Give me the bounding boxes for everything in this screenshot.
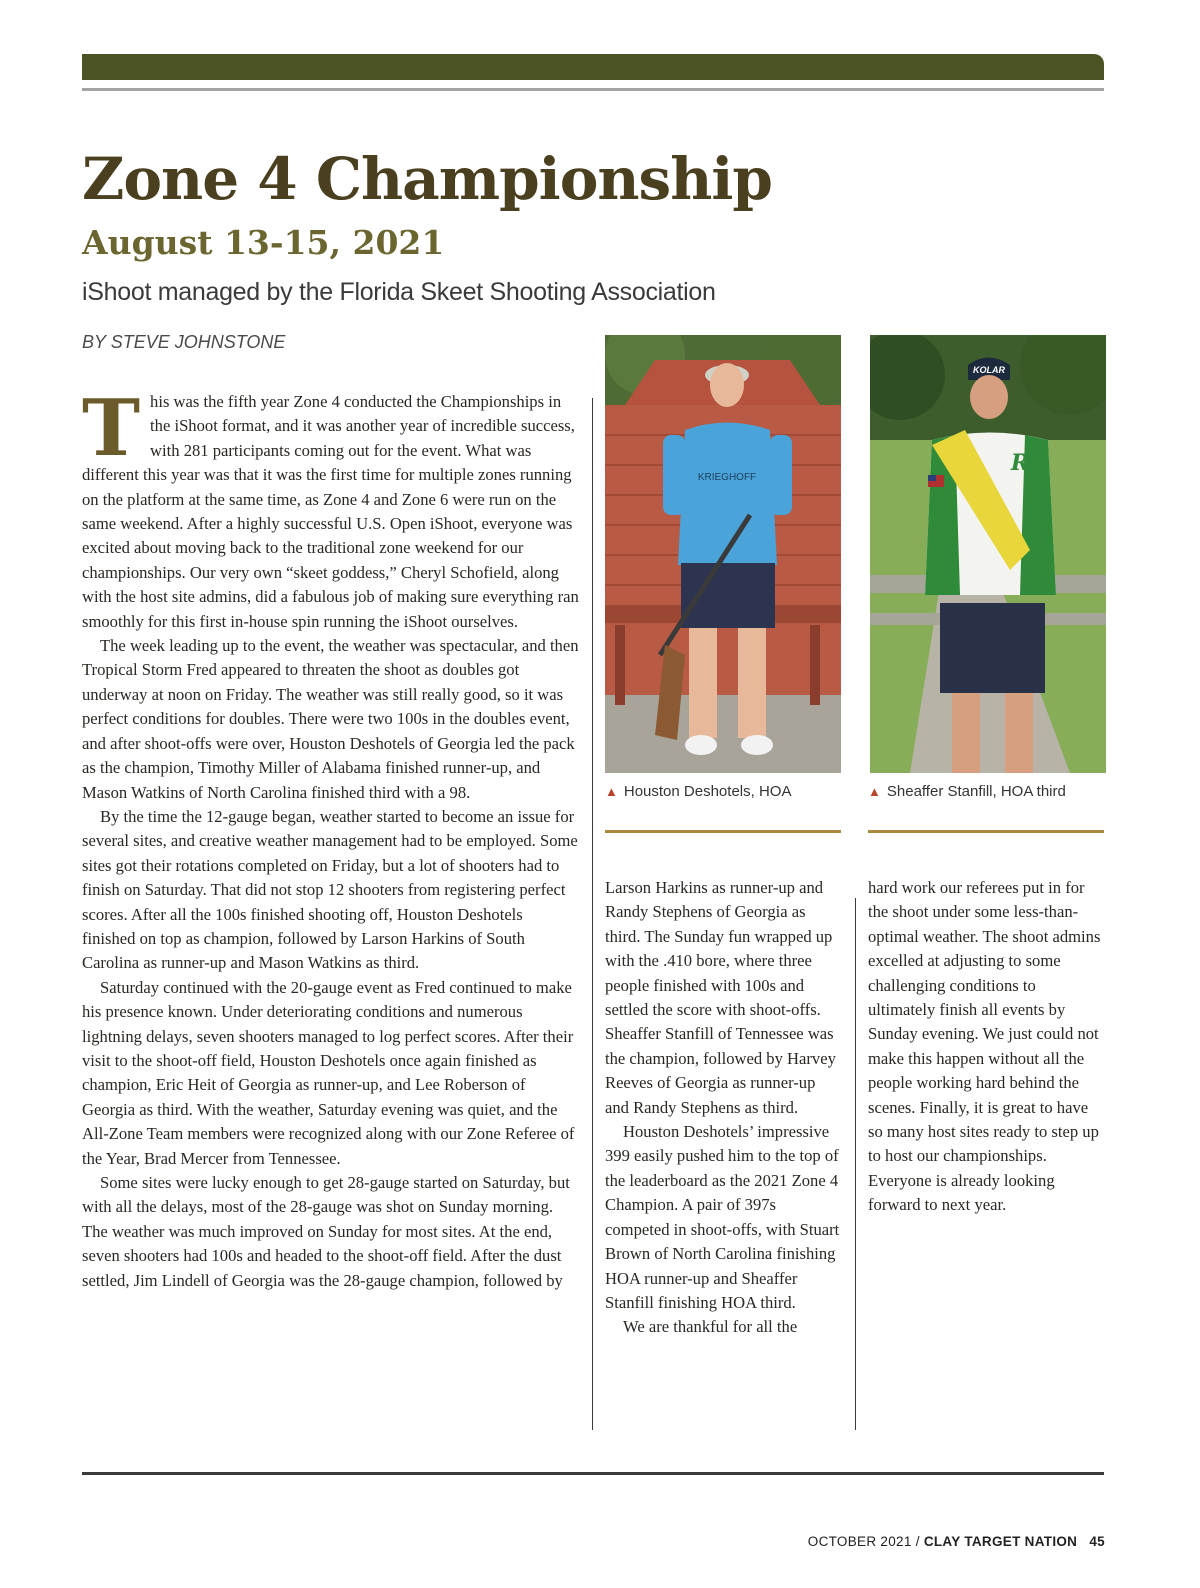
column-divider — [592, 398, 593, 1430]
caption-rule — [605, 830, 841, 833]
top-divider — [82, 88, 1104, 91]
svg-text:KOLAR: KOLAR — [973, 365, 1005, 375]
paragraph: Some sites were lucky enough to get 28-gauge started on Saturday, but with all the delays, most of the 28-gauge was shot on Sunday morning. The weather was much improved on Sunday for most sites. At the end, seven shooters had 100s and headed to the shoot-off field. After the dust settled, Jim Lindell of Georgia was the 28-gauge champion, followed by — [82, 1173, 570, 1290]
photo-houston-deshotels — [605, 335, 841, 773]
paragraph: We are thankful for all the — [623, 1317, 798, 1337]
issue-date: OCTOBER 2021 / — [807, 1534, 924, 1549]
article-column-1 — [82, 383, 579, 1293]
photo-caption: ▲ Houston Deshotels, HOA — [605, 783, 792, 800]
photo-illustration — [870, 335, 1106, 773]
paragraph: Saturday continued with the 20-gauge event as Fred continued to make his presence known. Under deteriorating conditions and numerous lightning delays, seven shooters managed to log perfect scores. After their visit to the shoot-off field, Houston Deshotels once again finished as champion, Eric Heit of Georgia as runner-up, and Lee Roberson of Georgia as third. With the weather, Saturday evening was quiet, and the All-Zone Team members were recognized along with our Zone Referee of the Year, Brad Mercer from Tennessee. — [82, 977, 575, 1168]
svg-text:R: R — [1010, 450, 1030, 476]
page-number: 45 — [1089, 1534, 1105, 1549]
photo-illustration — [605, 335, 841, 773]
caption-rule — [868, 830, 1104, 833]
column-divider — [855, 898, 856, 1430]
photo-sheaffer-stanfill — [870, 335, 1106, 773]
triangle-icon: ▲ — [868, 784, 881, 799]
article-title: Zone 4 Championship — [82, 145, 772, 213]
paragraph: Larson Harkins as runner-up and Randy Stephens of Georgia as third. The Sunday fun wrapped up with the .410 bore, where three people finished with 100s and settled the score with shoot-offs. Sheaffer Stanfill of Tennessee was the champion, followed by Harvey Reeves of Georgia as runner-up and Randy Stephens as third. — [605, 878, 836, 1117]
top-accent-bar — [82, 54, 1104, 80]
svg-text:KRIEGHOFF: KRIEGHOFF — [697, 472, 757, 483]
paragraph: Houston Deshotels’ impressive 399 easily pushed him to the top of the leaderboard as the 2021 Zone 4 Champion. A pair of 397s competed in shoot-offs, with Stuart Brown of North Carolina finishing HOA runner-up and Sheaffer Stanfill finishing HOA third. — [605, 1122, 840, 1312]
byline: BY STEVE JOHNSTONE — [82, 332, 286, 352]
triangle-icon: ▲ — [605, 784, 618, 799]
article-column-3 — [868, 876, 1104, 1218]
page-footer — [808, 1534, 1105, 1549]
event-date: August 13-15, 2021 — [82, 223, 445, 262]
paragraph: By the time the 12-gauge began, weather started to become an issue for several sites, and creative weather management had to be employed. Some sites got their rotations completed on Friday, but a lot of shooters had to finish on Saturday. That did not stop 12 shooters from registering perfect scores. After all the 100s finished shooting off, Houston Deshotels finished on top as champion, followed by Larson Harkins of South Carolina as runner-up and Mason Watkins as third. — [82, 806, 578, 973]
drop-cap: T — [82, 383, 141, 474]
article-column-2 — [605, 876, 841, 1340]
paragraph: The week leading up to the event, the weather was spectacular, and then Tropical Storm Fred appeared to threaten the shoot as doubles got underway at noon on Friday. The weather was still really good, so it was perfect conditions for doubles. There were two 100s in the doubles event, and after shoot-offs were over, Houston Deshotels of Georgia led the pack as the champion, Timothy Miller of Alabama finished runner-up, and Mason Watkins of North Carolina finished third with a 98. — [82, 636, 579, 802]
magazine-name: CLAY TARGET NATION — [923, 1534, 1078, 1549]
photo-caption: ▲ Sheaffer Stanfill, HOA third — [868, 783, 1066, 800]
paragraph: This was the fifth year Zone 4 conducted the Championships in the iShoot format, and it was another year of incredible success, with 281 participants coming out for the event. What was different this year was that it was the first time for multiple zones running on the platform at the same time, as Zone 4 and Zone 6 were run on the same weekend. After a highly successful U.S. Open iShoot, everyone was excited about moving back to the traditional zone weekend for our championships. Our very own “skeet goddess,” Cheryl Schofield, along with the host site admins, did a fabulous job of making sure everything ran smoothly for this first in-house spin running the iShoot ourselves. — [82, 383, 579, 631]
paragraph: hard work our referees put in for the shoot under some less-than-optimal weather. The shoot admins excelled at adjusting to some challenging conditions to ultimately finish all events by Sunday evening. We just could not make this happen without all the people working hard behind the scenes. Finally, it is great to have so many host sites ready to step up to host our championships. Everyone is already looking forward to next year. — [868, 878, 1101, 1215]
event-organizer: iShoot managed by the Florida Skeet Shooting Association — [82, 278, 716, 306]
bottom-divider — [82, 1472, 1104, 1475]
